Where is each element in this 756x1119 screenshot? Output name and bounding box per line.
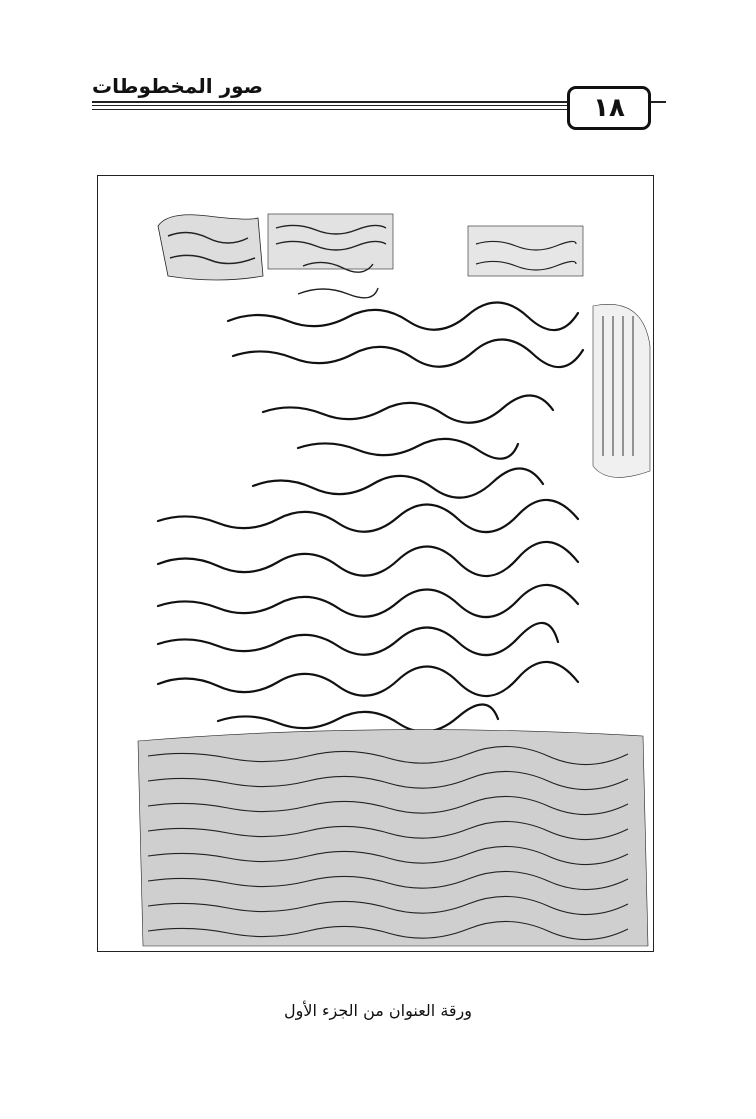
page-number-badge: [567, 86, 651, 130]
manuscript-stamp-box-right: [468, 226, 583, 276]
manuscript-margin-note: [593, 304, 650, 477]
section-title: صور المخطوطات: [92, 74, 263, 98]
manuscript-image: [98, 176, 654, 952]
manuscript-title-box-center: [268, 214, 393, 298]
figure-caption: ورقة العنوان من الجزء الأول: [283, 1001, 473, 1020]
manuscript-image-frame: [97, 175, 654, 952]
manuscript-main-text: [158, 302, 583, 731]
header-rule-middle: [92, 105, 570, 106]
page-number: ١٨: [593, 93, 625, 123]
manuscript-title-box-left: [158, 215, 263, 280]
header-rule-bottom: [92, 109, 570, 110]
manuscript-audition-notes: [138, 730, 648, 946]
